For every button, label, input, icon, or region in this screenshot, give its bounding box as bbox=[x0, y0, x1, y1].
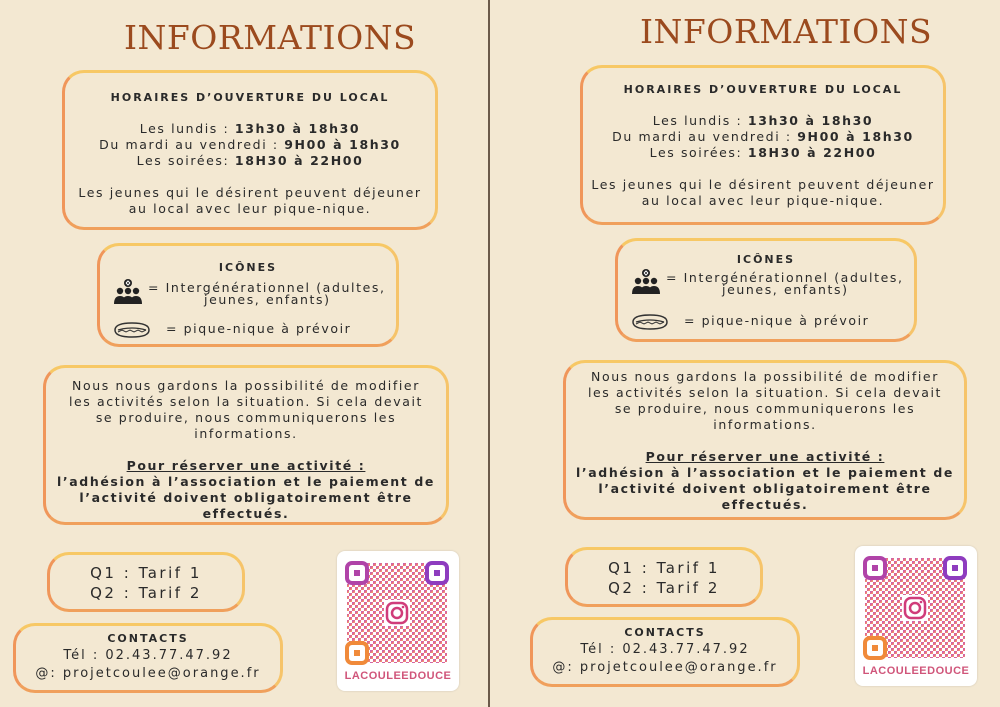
people-group-icon bbox=[630, 268, 662, 296]
tarif-q2: Q2 : Tarif 2 bbox=[90, 584, 202, 602]
people-group-icon bbox=[112, 278, 144, 306]
qr-label: LACOULEEDOUCE bbox=[344, 670, 452, 682]
hours-note: au local avec leur pique-nique. bbox=[641, 193, 885, 208]
page-title: INFORMATIONS bbox=[640, 12, 933, 51]
hours-note: Les jeunes qui le désirent peuvent déjeuner bbox=[78, 185, 422, 200]
left-panel bbox=[0, 0, 488, 707]
contact-phone[interactable]: Tél : 02.43.77.47.92 bbox=[63, 648, 233, 663]
hours-row: Du mardi au vendredi : 9H00 à 18h30 bbox=[99, 137, 401, 152]
icons-box bbox=[615, 238, 917, 342]
hours-note: Les jeunes qui le désirent peuvent déjeuner bbox=[591, 177, 935, 192]
icons-heading: ICÔNES bbox=[218, 261, 278, 274]
hours-note: au local avec leur pique-nique. bbox=[128, 201, 372, 216]
tarifs-box bbox=[47, 552, 245, 612]
tarifs-box bbox=[565, 547, 763, 607]
notice-box: Nous nous gardons la possibilité de modifier les activités selon la situation. Si cela devait se produire, nous communiquerons les informations. Pour réserver une activité : l’adhésion à l’association et le paiement de l’activité doivent obligatoirement être effectués. bbox=[43, 365, 449, 525]
sandwich-icon bbox=[112, 320, 152, 340]
hours-row: Les lundis : 13h30 à 18h30 bbox=[139, 121, 361, 136]
hours-heading: HORAIRES D’OUVERTURE DU LOCAL bbox=[110, 91, 390, 104]
icons-box bbox=[97, 243, 399, 347]
hours-row: Du mardi au vendredi : 9H00 à 18h30 bbox=[612, 129, 914, 144]
contacts-heading: CONTACTS bbox=[624, 626, 706, 639]
icons-heading: ICÔNES bbox=[736, 253, 796, 266]
contact-phone[interactable]: Tél : 02.43.77.47.92 bbox=[580, 642, 750, 657]
tarif-q1: Q1 : Tarif 1 bbox=[608, 559, 720, 577]
qr-label: LACOULEEDOUCE bbox=[862, 665, 970, 677]
reserve-heading: Pour réserver une activité : bbox=[126, 458, 366, 473]
hours-row: Les soirées: 18H30 à 22H00 bbox=[649, 145, 877, 160]
hours-box bbox=[62, 70, 438, 230]
contacts-box bbox=[13, 623, 283, 693]
hours-heading: HORAIRES D’OUVERTURE DU LOCAL bbox=[623, 83, 903, 96]
hours-row: Les soirées: 18H30 à 22H00 bbox=[136, 153, 364, 168]
contacts-heading: CONTACTS bbox=[107, 632, 189, 645]
contacts-box bbox=[530, 617, 800, 687]
right-panel bbox=[490, 0, 1000, 707]
legend-picnic: = pique-nique à prévoir bbox=[630, 312, 869, 332]
contact-email[interactable]: @: projetcoulee@orange.fr bbox=[552, 660, 778, 675]
tarif-q1: Q1 : Tarif 1 bbox=[90, 564, 202, 582]
sandwich-icon bbox=[630, 312, 670, 332]
qr-code[interactable] bbox=[337, 551, 459, 691]
tarif-q2: Q2 : Tarif 2 bbox=[608, 579, 720, 597]
page-title: INFORMATIONS bbox=[124, 18, 417, 57]
hours-row: Les lundis : 13h30 à 18h30 bbox=[652, 113, 874, 128]
legend-intergen: = Intergénérationnel (adultes, jeunes, enfants) bbox=[630, 268, 904, 298]
hours-box bbox=[580, 65, 946, 225]
qr-code[interactable] bbox=[855, 546, 977, 686]
contact-email[interactable]: @: projetcoulee@orange.fr bbox=[35, 666, 261, 681]
reserve-heading: Pour réserver une activité : bbox=[645, 449, 885, 464]
legend-picnic: = pique-nique à prévoir bbox=[112, 320, 351, 340]
notice-box: Nous nous gardons la possibilité de modifier les activités selon la situation. Si cela devait se produire, nous communiquerons les informations. Pour réserver une activité : l’adhésion à l’association et le paiement de l’activité doivent obligatoirement être effectués. bbox=[563, 360, 967, 520]
legend-intergen: = Intergénérationnel (adultes, jeunes, enfants) bbox=[112, 278, 386, 308]
